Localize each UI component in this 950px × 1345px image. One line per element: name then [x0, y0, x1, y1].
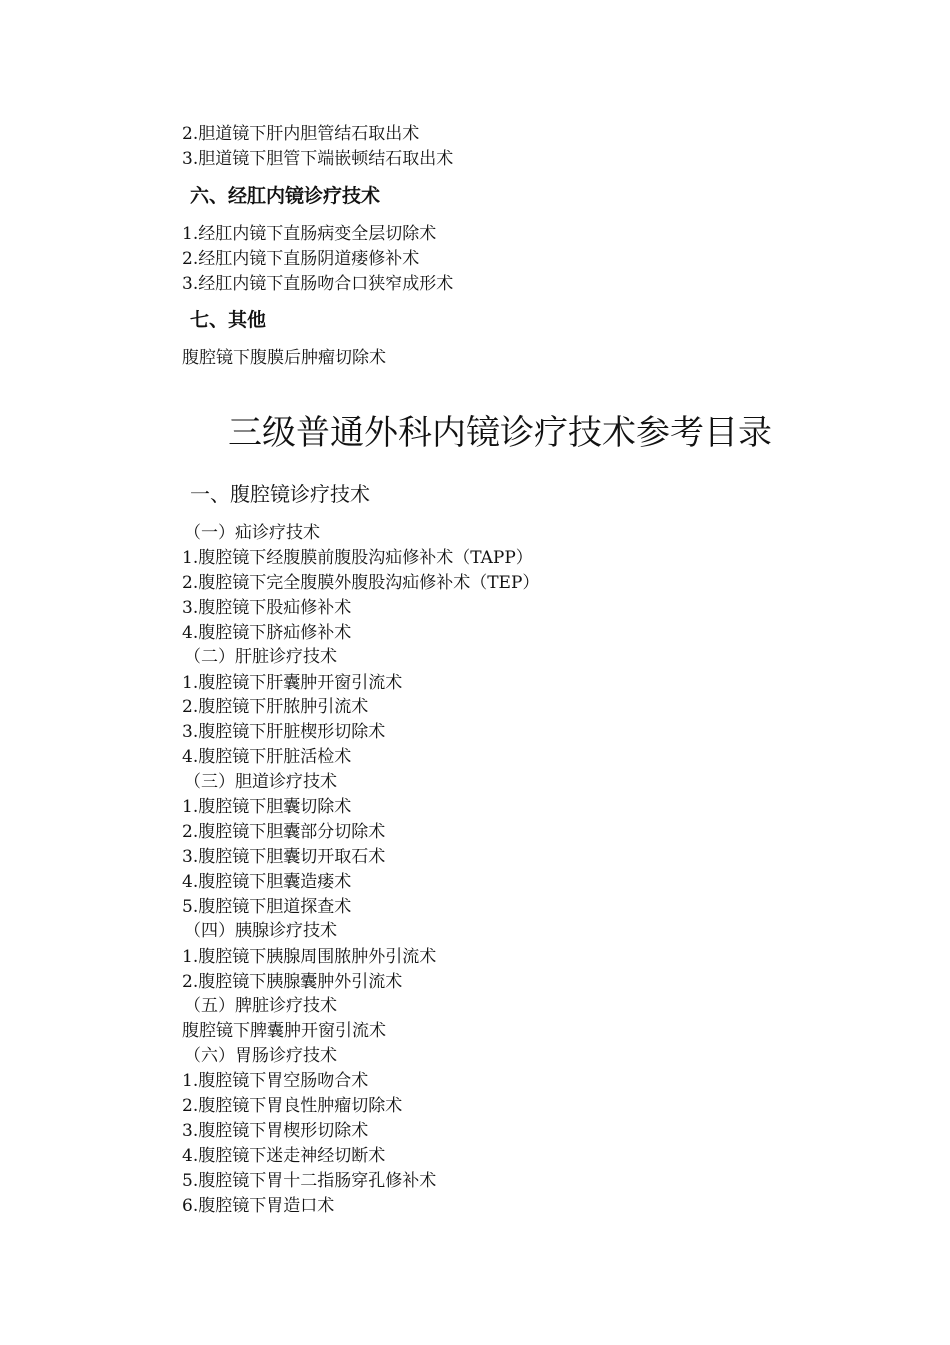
section-heading: 七、其他	[190, 309, 267, 331]
group-label: （六）胃肠诊疗技术	[184, 1046, 337, 1066]
section-heading: 六、经肛内镜诊疗技术	[190, 185, 381, 207]
list-item: 4.腹腔镜下迷走神经切断术	[182, 1146, 386, 1166]
group-label: （四）胰腺诊疗技术	[184, 921, 337, 941]
page-title: 三级普通外科内镜诊疗技术参考目录	[228, 413, 772, 453]
list-item: 1.腹腔镜下肝囊肿开窗引流术	[182, 673, 403, 693]
group-label: （二）肝脏诊疗技术	[184, 647, 337, 667]
list-item: 3.腹腔镜下胆囊切开取石术	[182, 847, 386, 867]
list-item: 3.腹腔镜下股疝修补术	[182, 598, 352, 618]
list-item: 腹腔镜下脾囊肿开窗引流术	[182, 1021, 386, 1041]
group-label: （一）疝诊疗技术	[184, 523, 320, 543]
list-item: 3.腹腔镜下胃楔形切除术	[182, 1121, 369, 1141]
group-label: （五）脾脏诊疗技术	[184, 996, 337, 1016]
list-item: 1.经肛内镜下直肠病变全层切除术	[182, 224, 437, 244]
list-item: 4.腹腔镜下脐疝修补术	[182, 623, 352, 643]
list-item: 4.腹腔镜下肝脏活检术	[182, 747, 352, 767]
list-item: 3.腹腔镜下肝脏楔形切除术	[182, 722, 386, 742]
list-item: 2.经肛内镜下直肠阴道瘘修补术	[182, 249, 420, 269]
list-item: 腹腔镜下腹膜后肿瘤切除术	[182, 348, 386, 368]
list-item: 1.腹腔镜下经腹膜前腹股沟疝修补术（TAPP）	[182, 548, 533, 568]
list-item: 5.腹腔镜下胃十二指肠穿孔修补术	[182, 1171, 437, 1191]
list-item: 2.腹腔镜下胆囊部分切除术	[182, 822, 386, 842]
list-item: 5.腹腔镜下胆道探查术	[182, 897, 352, 917]
list-item: 2.腹腔镜下胰腺囊肿外引流术	[182, 972, 403, 992]
part-heading: 一、腹腔镜诊疗技术	[190, 482, 370, 506]
list-item: 1.腹腔镜下胃空肠吻合术	[182, 1071, 369, 1091]
list-item: 2.腹腔镜下胃良性肿瘤切除术	[182, 1096, 403, 1116]
list-item: 6.腹腔镜下胃造口术	[182, 1196, 335, 1216]
list-item: 3.经肛内镜下直肠吻合口狭窄成形术	[182, 274, 454, 294]
list-item: 2.腹腔镜下完全腹膜外腹股沟疝修补术（TEP）	[182, 573, 540, 593]
list-item: 4.腹腔镜下胆囊造瘘术	[182, 872, 352, 892]
list-item: 3.胆道镜下胆管下端嵌顿结石取出术	[182, 149, 454, 169]
list-item: 2.腹腔镜下肝脓肿引流术	[182, 697, 369, 717]
list-item: 2.胆道镜下肝内胆管结石取出术	[182, 124, 420, 144]
list-item: 1.腹腔镜下胆囊切除术	[182, 797, 352, 817]
list-item: 1.腹腔镜下胰腺周围脓肿外引流术	[182, 947, 437, 967]
group-label: （三）胆道诊疗技术	[184, 772, 337, 792]
